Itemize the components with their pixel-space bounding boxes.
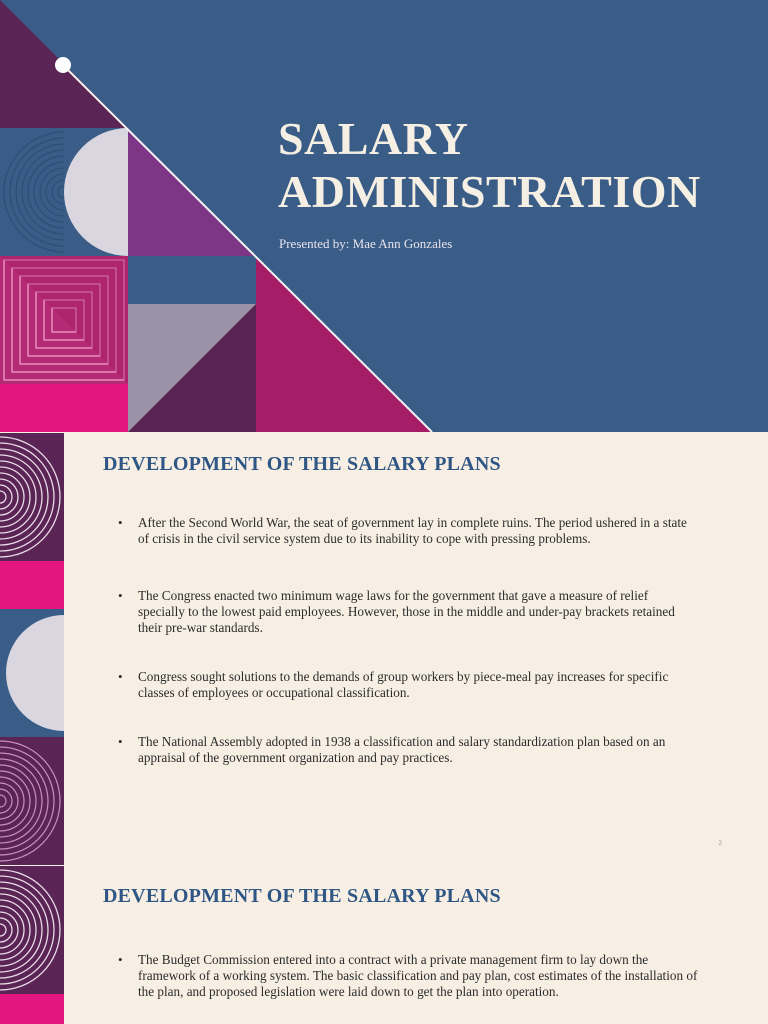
bullet-text: The National Assembly adopted in 1938 a classification and salary standardization plan based on an appraisal of the government organization and pay practices. (138, 734, 666, 766)
bullet-icon: • (118, 734, 123, 749)
bullet-item (118, 952, 698, 1001)
decorative-strip (0, 866, 64, 1024)
presentation-title (278, 112, 701, 218)
title-slide (0, 0, 768, 432)
bullet-icon: • (118, 588, 123, 603)
bullet-item (118, 588, 698, 637)
bullet-text: The Budget Commission entered into a contract with a private management firm to lay down the framework of a working system. The basic classification and pay plan, cost estimates of the installation of the plan, and proposed legislation were laid down to get the plan into operation. (138, 952, 698, 1000)
bullet-icon: • (118, 952, 123, 967)
page-number: 2 (718, 839, 722, 847)
bullet-text: The Congress enacted two minimum wage laws for the government that gave a measure of relief specially to the lowest paid employees. However, those in the middle and under-pay brackets retained their pre-war standards. (138, 588, 675, 636)
bullet-item (118, 669, 698, 701)
slide-heading: DEVELOPMENT OF THE SALARY PLANS (103, 453, 501, 475)
title-line-2: ADMINISTRATION (278, 166, 701, 217)
decorative-strip (0, 433, 64, 865)
bullet-icon: • (118, 669, 123, 684)
content-slide-2 (0, 433, 768, 865)
bullet-item (118, 515, 698, 547)
title-line-1: SALARY (278, 113, 469, 164)
slide-heading: DEVELOPMENT OF THE SALARY PLANS (103, 885, 501, 907)
bullet-item (118, 734, 698, 766)
bullet-text: After the Second World War, the seat of government lay in complete ruins. The period ushered in a state of crisis in the civil service system due to its inability to cope with pressing problems. (138, 515, 687, 547)
bullet-text: Congress sought solutions to the demands of group workers by piece-meal pay increases for specific classes of employees or occupational classification. (138, 669, 669, 701)
bullet-icon: • (118, 515, 123, 530)
content-slide-3 (0, 866, 768, 1024)
presenter-text: Presented by: Mae Ann Gonzales (279, 236, 453, 251)
